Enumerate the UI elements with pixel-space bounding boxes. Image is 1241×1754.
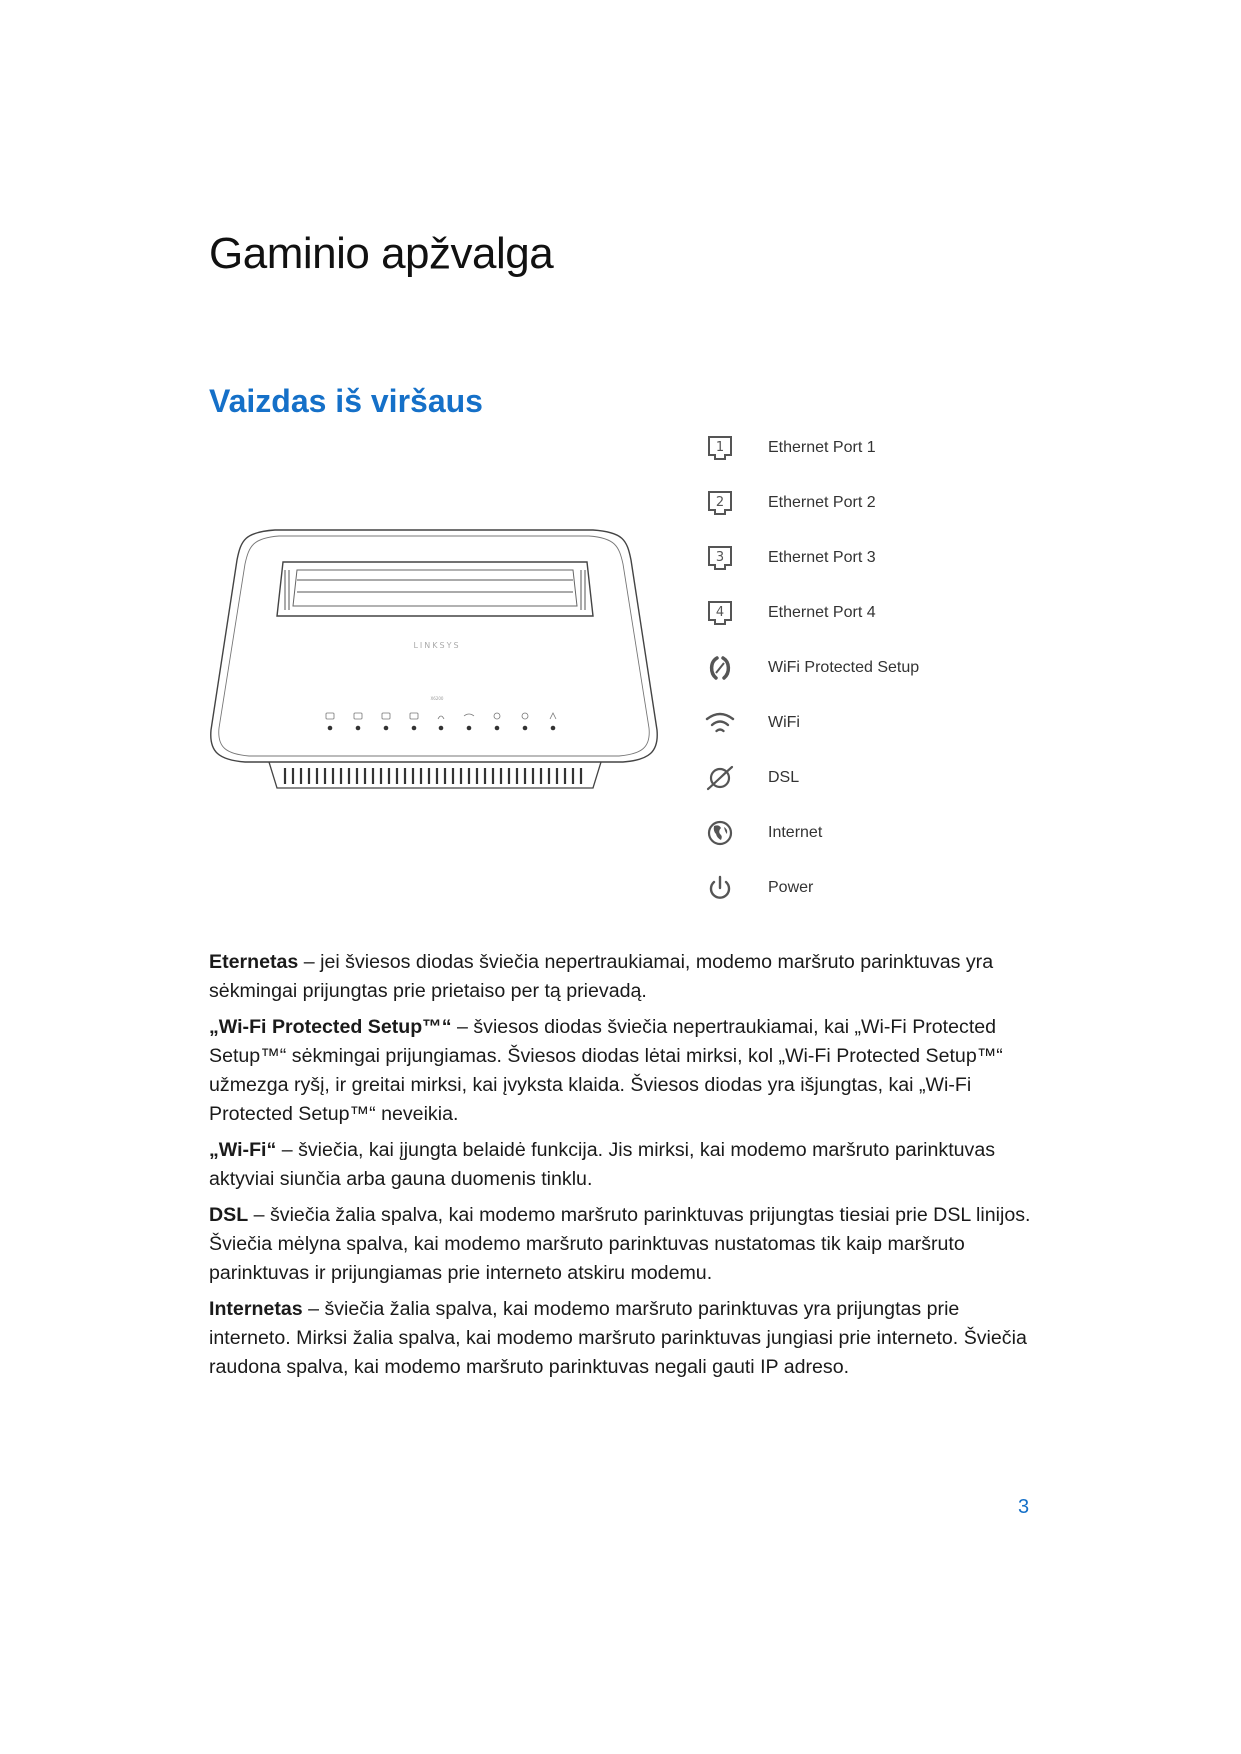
legend-item [700,648,919,688]
ethernet-port-1-icon [700,428,740,468]
legend-item [700,538,876,578]
legend-label: Power [768,879,814,896]
paragraph-ethernet [209,948,1039,1006]
svg-text:2: 2 [715,495,725,510]
dsl-icon [700,758,740,798]
paragraph-term: DSL [209,1204,249,1226]
paragraph-wps [209,1013,1039,1129]
legend-label: Internet [768,824,823,841]
ethernet-port-4-icon [700,593,740,633]
legend-label: WiFi Protected Setup [768,659,920,676]
legend-label: DSL [768,769,800,786]
legend-item [700,758,799,798]
legend-item [700,428,876,468]
paragraph-text: – šviesos diodas šviečia nepertraukiamai, kai „Wi-Fi Protected Setup™“ sėkmingai prijungiamas. Šviesos diodas lėtai mirksi, kol „Wi-Fi Protected Setup™“ užmezga ryšį, ir greitai mirksi, kai įvyksta klaida. Šviesos diodas yra išjungtas, kai „Wi-Fi Protected Setup™“ neveikia. [209,1016,1003,1125]
legend-item [700,813,822,853]
paragraph-text: – jei šviesos diodas šviečia nepertraukiamai, modemo maršruto parinktuvas yra sėkmingai prijungtas prie prietaiso per tą prievadą. [209,951,994,1002]
legend-label: WiFi [768,714,800,731]
svg-text:4: 4 [715,605,725,620]
legend-item [700,483,876,523]
wifi-icon [700,703,740,743]
legend-item [700,868,813,908]
page-number: 3 [1018,1496,1030,1518]
paragraph-term: Eternetas [209,951,299,973]
paragraph-dsl [209,1201,1039,1288]
paragraph-wifi [209,1136,1039,1194]
ethernet-port-2-icon [700,483,740,523]
paragraph-text: – šviečia žalia spalva, kai modemo maršruto parinktuvas yra prijungtas prie interneto. Mirksi žalia spalva, kai modemo maršruto parinktuvas jungiasi prie interneto. Šviečia raudona spalva, kai modemo maršruto parinktuvas negali gauti IP adreso. [209,1298,1027,1378]
ethernet-port-3-icon [700,538,740,578]
wifi-protected-setup-icon [700,648,740,688]
legend-label: Ethernet Port 2 [768,494,876,511]
legend-item [700,593,876,633]
paragraph-term: „Wi-Fi“ [209,1139,277,1161]
legend-item [700,703,800,743]
legend-label: Ethernet Port 1 [768,439,876,456]
router-brand: LINKSYS [413,641,461,650]
power-icon [700,868,740,908]
svg-text:3: 3 [715,550,725,565]
led-descriptions [209,948,1039,1389]
paragraph-term: „Wi-Fi Protected Setup™“ [209,1016,452,1038]
router-illustration [205,520,665,800]
paragraph-internet [209,1295,1039,1382]
legend-label: Ethernet Port 4 [768,604,876,621]
svg-text:1: 1 [715,440,725,455]
internet-icon [700,813,740,853]
page-title: Gaminio apžvalga [209,229,554,279]
legend-label: Ethernet Port 3 [768,549,876,566]
paragraph-text: – šviečia, kai įjungta belaidė funkcija. Jis mirksi, kai modemo maršruto parinktuvas aktyviai siunčia arba gauna duomenis tinklu. [209,1139,996,1190]
router-model: X6200 [430,696,444,701]
paragraph-term: Internetas [209,1298,303,1320]
section-title: Vaizdas iš viršaus [209,382,483,419]
paragraph-text: – šviečia žalia spalva, kai modemo maršruto parinktuvas prijungtas tiesiai prie DSL linijos. Šviečia mėlyna spalva, kai modemo maršruto parinktuvas nustatomas tik kaip maršruto parinktuvas ir prijungiamas prie interneto atskiru modemu. [209,1204,1031,1284]
